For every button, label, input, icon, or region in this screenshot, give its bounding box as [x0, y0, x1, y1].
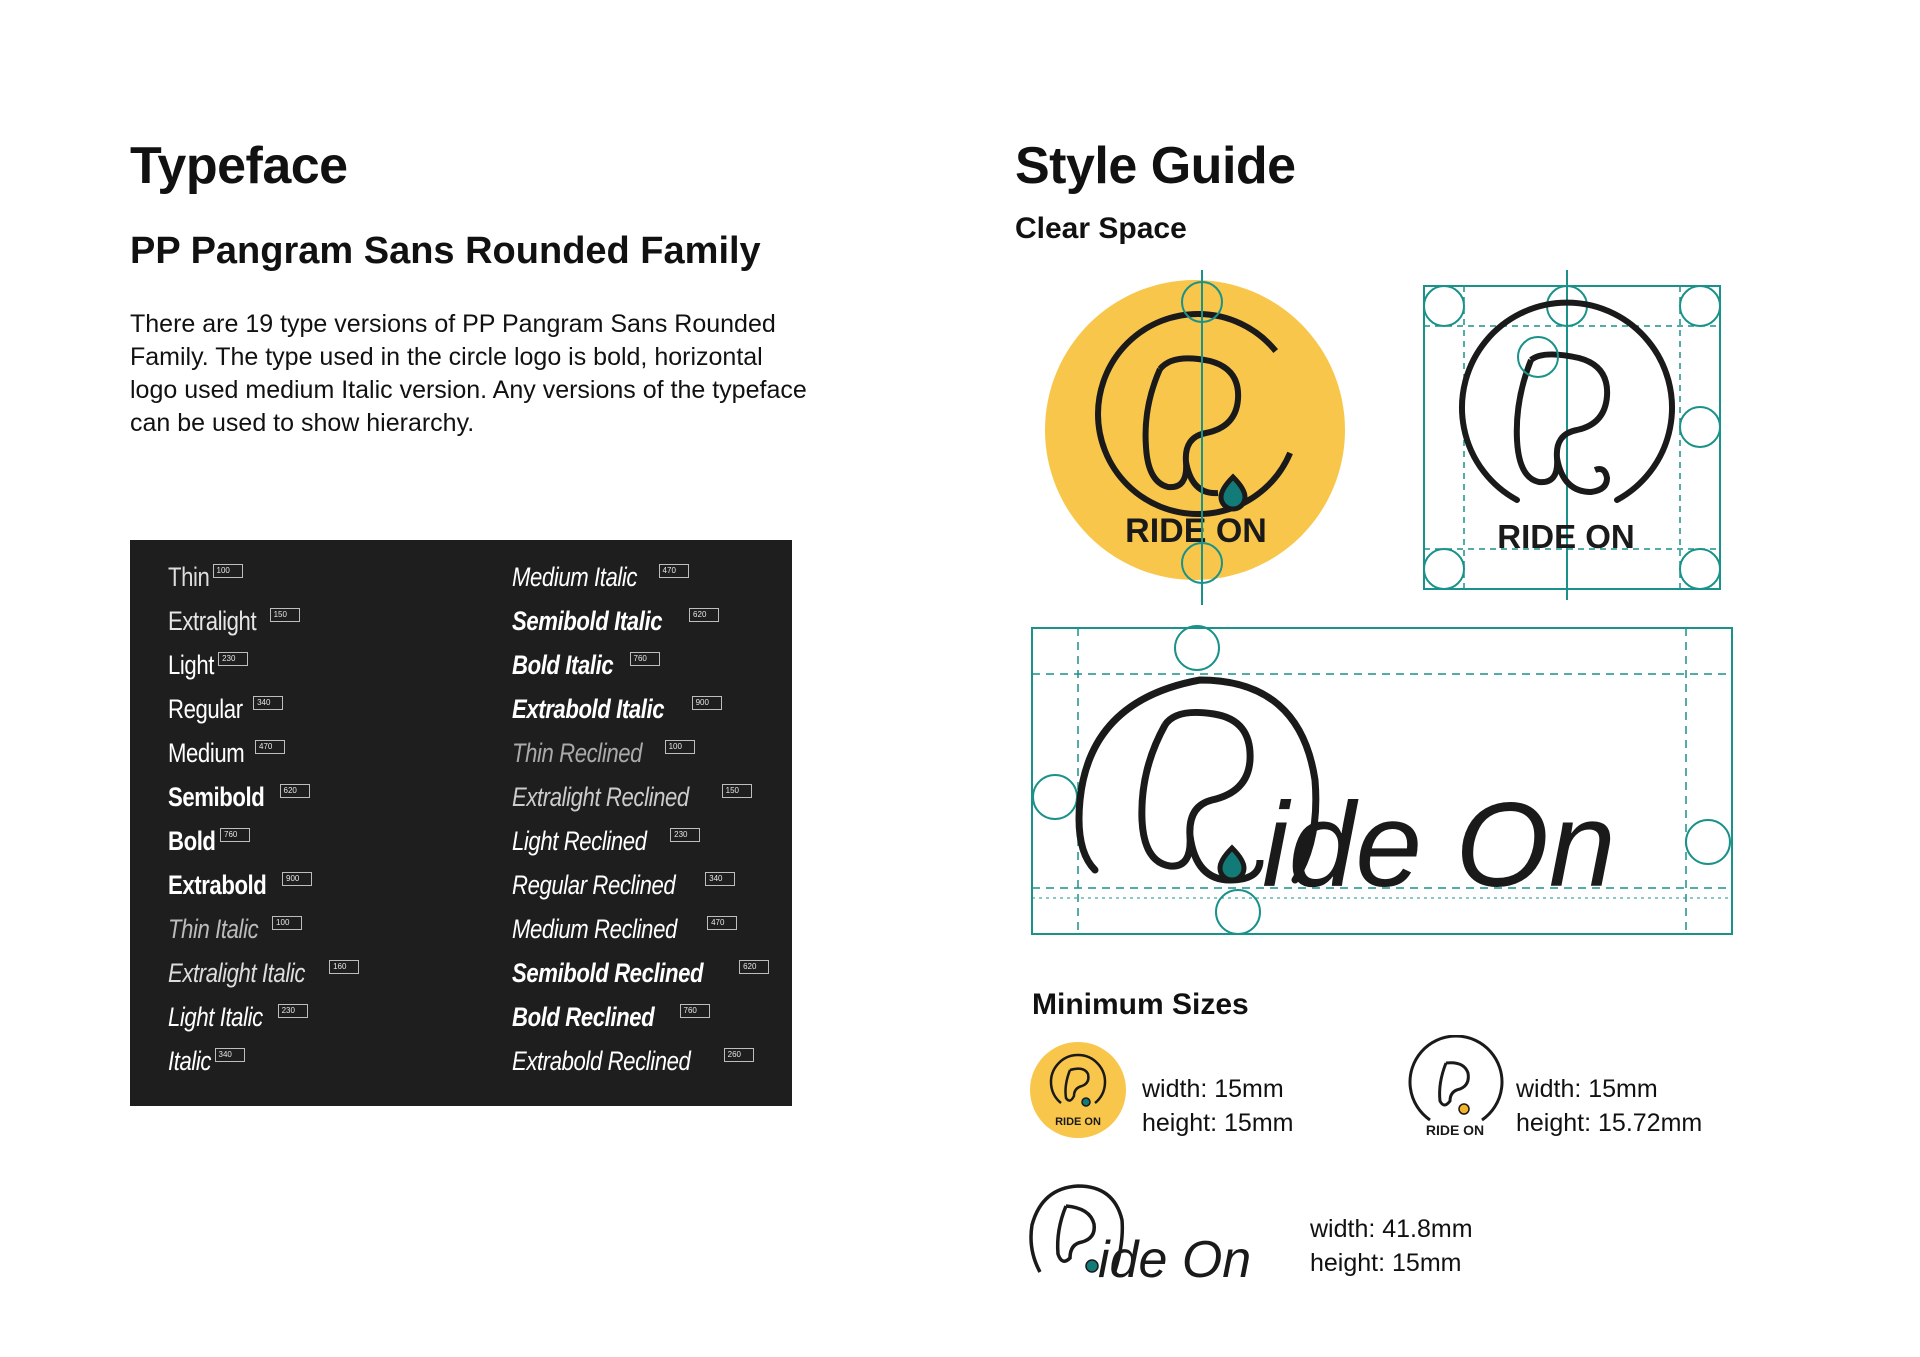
typeface-specimen-panel: [130, 540, 792, 1106]
specimen-name: Italic: [168, 1046, 212, 1076]
specimen-name: Semibold Italic: [512, 606, 663, 636]
weight-tag: 900: [692, 696, 722, 710]
specimen-name: Regular: [168, 694, 243, 724]
specimen-row: [512, 958, 769, 1002]
specimen-name: Light Reclined: [512, 826, 647, 856]
weight-tag: 340: [215, 1048, 245, 1062]
weight-tag: 100: [272, 916, 302, 930]
specimen-row: [168, 694, 359, 738]
width-value: width: 15mm: [1142, 1075, 1284, 1103]
typeface-description: [130, 308, 930, 440]
specimen-name: Medium Italic: [512, 562, 638, 592]
specimen-name: Thin Italic: [168, 914, 259, 944]
weight-tag: 900: [282, 872, 312, 886]
specimen-row: [512, 870, 769, 914]
weight-tag: 340: [705, 872, 735, 886]
specimen-row: [168, 782, 359, 826]
weight-tag: 340: [253, 696, 283, 710]
specimen-row: [168, 606, 359, 650]
specimen-name: Light Italic: [168, 1002, 263, 1032]
r-letter-stroke: [1142, 712, 1250, 866]
weight-tag: 230: [670, 828, 700, 842]
description-line: Family. The type used in the circle logo is bold, horizontal: [130, 343, 763, 371]
specimen-name: Medium: [168, 738, 245, 768]
stacked-logo-text: RIDE ON: [1425, 1122, 1485, 1138]
min-size-horizontal-logo: [1028, 1180, 1308, 1290]
minimum-sizes-heading: Minimum Sizes: [1032, 988, 1249, 1021]
specimen-name: Light: [168, 650, 214, 680]
specimen-name: Regular Reclined: [512, 870, 676, 900]
specimen-row: [168, 738, 359, 782]
min-size-circle-logo: [1028, 1040, 1128, 1140]
specimen-column-left: [168, 562, 359, 1090]
min-size-circle-spec: [1142, 1072, 1293, 1140]
horizontal-logo-text: ide On: [1098, 1231, 1252, 1289]
height-value: height: 15mm: [1310, 1249, 1462, 1277]
min-size-stacked-logo: [1400, 1035, 1510, 1145]
horizontal-logo-clearspace: [1032, 626, 1732, 934]
weight-tag: 230: [218, 652, 248, 666]
r-letter-stroke: [1058, 1206, 1095, 1261]
specimen-row: [512, 650, 769, 694]
weight-tag: 100: [213, 564, 243, 578]
clearspace-marker: [1175, 626, 1219, 670]
height-value: height: 15mm: [1142, 1109, 1294, 1137]
weight-tag: 150: [722, 784, 752, 798]
style-guide-heading: Style Guide: [1015, 137, 1296, 195]
weight-tag: 230: [278, 1004, 308, 1018]
description-line: There are 19 type versions of PP Pangram Sans Rounded: [130, 310, 776, 338]
specimen-name: Extralight Italic: [168, 958, 306, 988]
r-letter-stroke: [1440, 1063, 1469, 1105]
teal-drop-icon: [1082, 1098, 1090, 1106]
specimen-name: Thin Reclined: [512, 738, 643, 768]
r-letter-stroke: [1517, 354, 1607, 482]
specimen-name: Semibold Reclined: [512, 958, 704, 988]
ring-stroke: [1410, 1036, 1502, 1120]
specimen-name: Extralight: [168, 606, 257, 636]
specimen-row: [512, 1002, 769, 1046]
teal-drop-icon: [1086, 1260, 1098, 1272]
specimen-row: [168, 958, 359, 1002]
circle-logo-clearspace: [1045, 270, 1345, 605]
clearspace-marker: [1680, 286, 1720, 326]
specimen-name: Thin: [168, 562, 210, 592]
specimen-row: [168, 1046, 359, 1090]
specimen-row: [168, 870, 359, 914]
specimen-row: [512, 562, 769, 606]
weight-tag: 260: [724, 1048, 754, 1062]
weight-tag: 470: [255, 740, 285, 754]
clear-space-diagrams: [1000, 270, 1760, 950]
specimen-row: [168, 650, 359, 694]
drop-icon: [1459, 1104, 1469, 1114]
weight-tag: 100: [665, 740, 695, 754]
circle-logo-text: RIDE ON: [1125, 512, 1267, 550]
min-size-horizontal-spec: [1310, 1212, 1473, 1280]
specimen-name: Extralight Reclined: [512, 782, 689, 812]
specimen-row: [168, 826, 359, 870]
specimen-name: Medium Reclined: [512, 914, 677, 944]
weight-tag: 150: [270, 608, 300, 622]
min-size-stacked-spec: [1516, 1072, 1702, 1140]
weight-tag: 620: [280, 784, 310, 798]
specimen-row: [512, 826, 769, 870]
clearspace-marker: [1424, 549, 1464, 589]
stacked-logo-text: RIDE ON: [1497, 518, 1635, 555]
typeface-heading: Typeface: [130, 137, 348, 195]
specimen-name: Bold Reclined: [512, 1002, 655, 1032]
description-line: can be used to show hierarchy.: [130, 409, 475, 437]
weight-tag: 760: [680, 1004, 710, 1018]
specimen-row: [168, 914, 359, 958]
clearspace-marker: [1216, 890, 1260, 934]
specimen-row: [512, 694, 769, 738]
specimen-row: [512, 782, 769, 826]
clearspace-marker: [1680, 549, 1720, 589]
weight-tag: 160: [329, 960, 359, 974]
specimen-row: [512, 606, 769, 650]
specimen-row: [168, 562, 359, 606]
description-line: logo used medium Italic version. Any versions of the typeface: [130, 376, 807, 404]
typeface-family-name: PP Pangram Sans Rounded Family: [130, 230, 761, 272]
specimen-row: [512, 738, 769, 782]
weight-tag: 760: [630, 652, 660, 666]
specimen-name: Extrabold: [168, 870, 267, 900]
weight-tag: 620: [689, 608, 719, 622]
specimen-name: Bold: [168, 826, 216, 856]
teal-drop-icon: [1220, 848, 1244, 880]
weight-tag: 470: [659, 564, 689, 578]
clearspace-marker: [1686, 820, 1730, 864]
horizontal-logo-text: ide On: [1262, 778, 1616, 912]
stacked-logo-clearspace: [1424, 270, 1720, 600]
circle-logo-text: RIDE ON: [1055, 1116, 1101, 1128]
specimen-row: [168, 1002, 359, 1046]
specimen-name: Extrabold Italic: [512, 694, 665, 724]
width-value: width: 41.8mm: [1310, 1215, 1473, 1243]
clearspace-marker: [1424, 286, 1464, 326]
specimen-column-right: [512, 562, 769, 1090]
clearspace-marker: [1033, 775, 1077, 819]
specimen-name: Extrabold Reclined: [512, 1046, 691, 1076]
specimen-row: [512, 914, 769, 958]
clear-space-heading: Clear Space: [1015, 212, 1187, 245]
weight-tag: 760: [220, 828, 250, 842]
height-value: height: 15.72mm: [1516, 1109, 1703, 1137]
clearspace-marker: [1680, 407, 1720, 447]
width-value: width: 15mm: [1516, 1075, 1658, 1103]
weight-tag: 620: [739, 960, 769, 974]
specimen-name: Bold Italic: [512, 650, 614, 680]
specimen-name: Semibold: [168, 782, 265, 812]
weight-tag: 470: [707, 916, 737, 930]
r-tail-stroke: [1557, 458, 1607, 492]
specimen-row: [512, 1046, 769, 1090]
